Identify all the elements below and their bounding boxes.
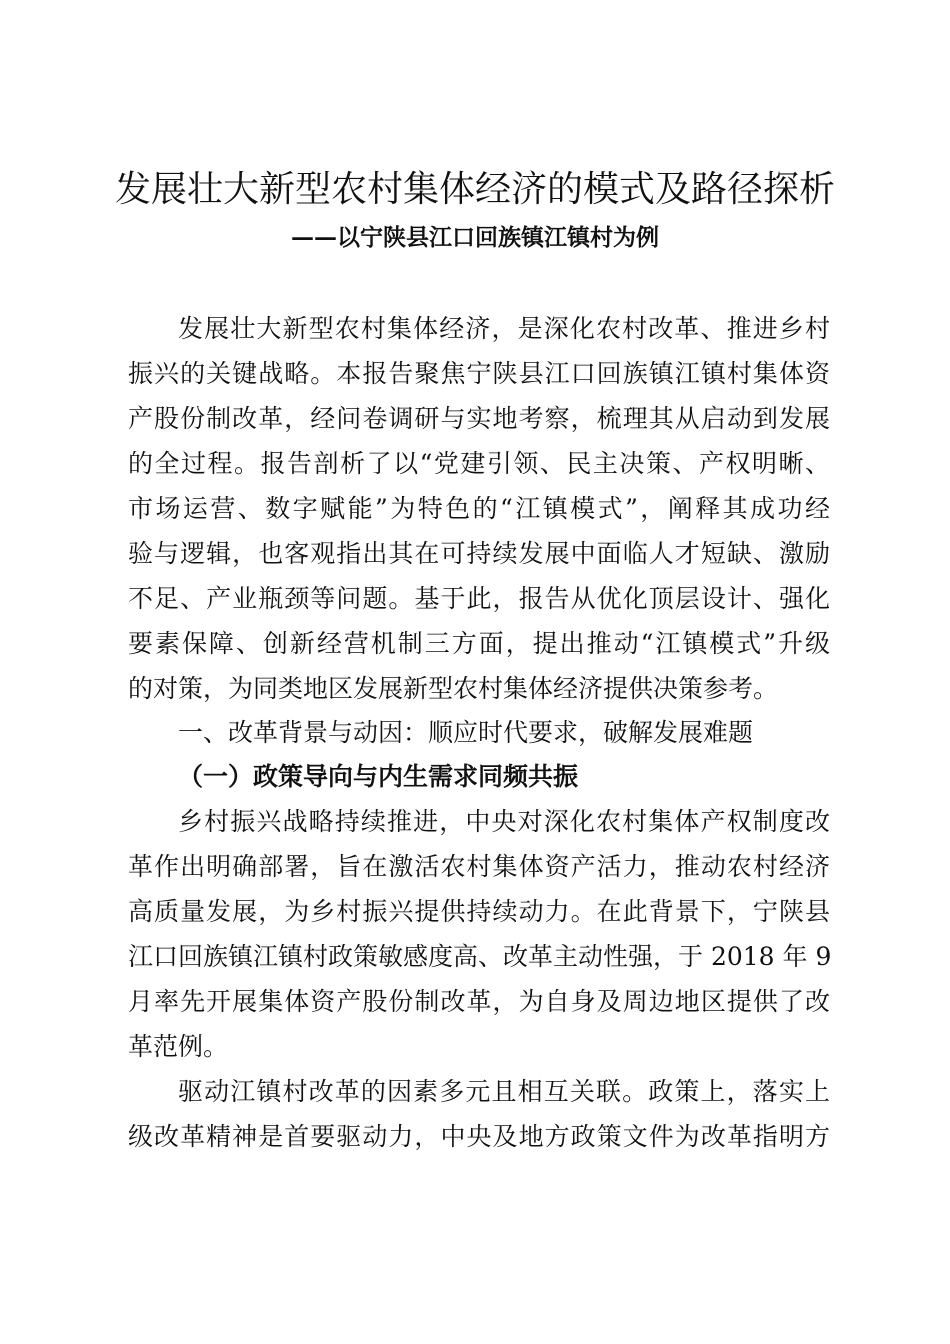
abstract-line: 不足、产业瓶颈等问题。基于此，报告从优化顶层设计、强化	[128, 584, 830, 613]
abstract-line: 市场运营、数字赋能”为特色的“江镇模式”，阐释其成功经	[128, 494, 830, 523]
abstract-line: 验与逻辑，也客观指出其在可持续发展中面临人才短缺、激励	[128, 539, 830, 568]
abstract-line: 要素保障、创新经营机制三方面，提出推动“江镇模式”升级	[128, 629, 830, 658]
paragraph-line: 革作出明确部署，旨在激活农村集体资产活力，推动农村经济	[128, 852, 830, 881]
abstract-line: 的全过程。报告剖析了以“党建引领、民主决策、产权明晰、	[128, 449, 830, 478]
paragraph-line: 高质量发展，为乡村振兴提供持续动力。在此背景下，宁陕县	[128, 897, 830, 926]
abstract-line: 发展壮大新型农村集体经济，是深化农村改革、推进乡村	[178, 314, 830, 343]
paragraph-line: 驱动江镇村改革的因素多元且相互关联。政策上，落实上	[178, 1077, 830, 1106]
subsection-heading: （一）政策导向与内生需求同频共振	[178, 762, 579, 791]
section-heading: 一、改革背景与动因：顺应时代要求，破解发展难题	[178, 718, 754, 747]
document-title: 发展壮大新型农村集体经济的模式及路径探析	[114, 169, 835, 210]
document-subtitle: ——以宁陕县江口回族镇江镇村为例	[291, 224, 659, 251]
abstract-line: 产股份制改革，经问卷调研与实地考察，梳理其从启动到发展	[128, 404, 830, 433]
abstract-line: 振兴的关键战略。本报告聚焦宁陕县江口回族镇江镇村集体资	[128, 359, 830, 388]
abstract-line: 的对策，为同类地区发展新型农村集体经济提供决策参考。	[128, 674, 779, 703]
paragraph-line: 革范例。	[128, 1032, 229, 1061]
paragraph-line: 月率先开展集体资产股份制改革，为自身及周边地区提供了改	[128, 987, 830, 1016]
paragraph-line: 乡村振兴战略持续推进，中央对深化农村集体产权制度改	[178, 807, 830, 836]
paragraph-line: 江口回族镇江镇村政策敏感度高、改革主动性强，于 2018 年 9	[128, 942, 832, 971]
paragraph-line: 级改革精神是首要驱动力，中央及地方政策文件为改革指明方	[128, 1122, 830, 1151]
